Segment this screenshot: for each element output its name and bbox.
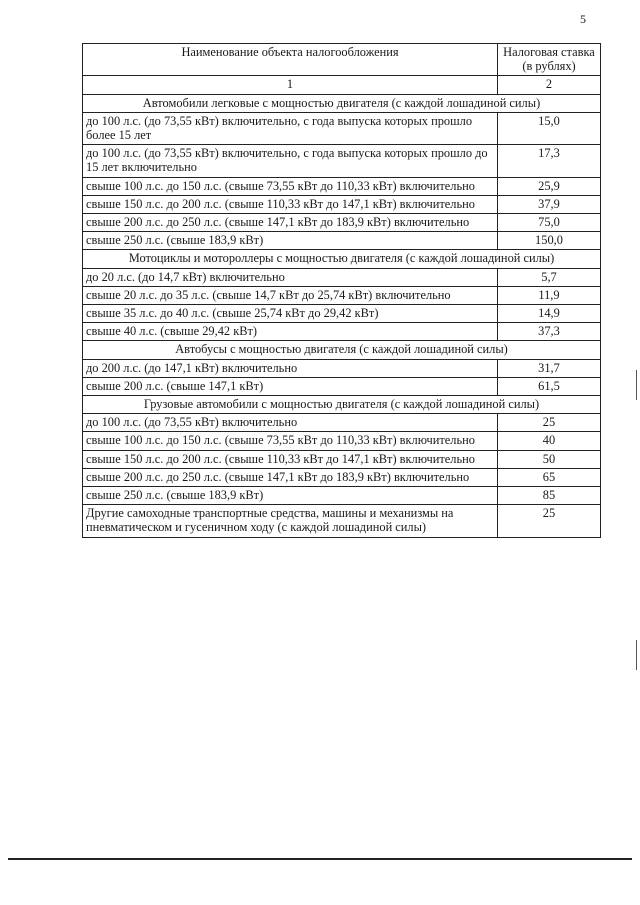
table-row — [83, 432, 601, 450]
object-name-cell: свыше 20 л.с. до 35 л.с. (свыше 14,7 кВт до 25,74 кВт) включительно — [83, 286, 498, 304]
table-row — [83, 450, 601, 468]
tax-rate-cell: 40 — [498, 432, 601, 450]
tax-rate-cell: 75,0 — [498, 214, 601, 232]
tax-rate-cell: 31,7 — [498, 359, 601, 377]
table-row — [83, 268, 601, 286]
tax-rate-cell: 37,3 — [498, 323, 601, 341]
object-name-cell: до 100 л.с. (до 73,55 кВт) включительно, с года выпуска которых прошло более 15 лет — [83, 112, 498, 144]
tax-rate-cell: 14,9 — [498, 305, 601, 323]
object-name-cell: до 100 л.с. (до 73,55 кВт) включительно, с года выпуска которых прошло до 15 лет включительно — [83, 145, 498, 177]
table-row — [83, 468, 601, 486]
section-title: Грузовые автомобили с мощностью двигателя (с каждой лошадиной силы) — [83, 396, 601, 414]
section-header-row — [83, 341, 601, 359]
table-row — [83, 377, 601, 395]
object-name-cell: свыше 100 л.с. до 150 л.с. (свыше 73,55 кВт до 110,33 кВт) включительно — [83, 177, 498, 195]
section-title: Автобусы с мощностью двигателя (с каждой лошадиной силы) — [83, 341, 601, 359]
tax-rate-table — [82, 43, 601, 538]
page-number: 5 — [580, 12, 586, 26]
tax-rate-cell: 25 — [498, 414, 601, 432]
scan-edge-mark — [636, 370, 637, 400]
tax-rate-cell: 65 — [498, 468, 601, 486]
tax-rate-cell: 17,3 — [498, 145, 601, 177]
scan-edge-mark — [636, 640, 637, 670]
table-row — [83, 145, 601, 177]
tax-rate-cell: 85 — [498, 487, 601, 505]
object-name-cell: свыше 35 л.с. до 40 л.с. (свыше 25,74 кВт до 29,42 кВт) — [83, 305, 498, 323]
header-tax-rate: Налоговая ставка (в рублях) — [498, 44, 601, 76]
object-name-cell: свыше 200 л.с. до 250 л.с. (свыше 147,1 кВт до 183,9 кВт) включительно — [83, 468, 498, 486]
section-header-row — [83, 94, 601, 112]
tax-rate-cell: 61,5 — [498, 377, 601, 395]
bottom-rule — [8, 858, 632, 860]
table-row — [83, 286, 601, 304]
table-header-row — [83, 44, 601, 76]
table-row — [83, 177, 601, 195]
section-header-row — [83, 396, 601, 414]
table-row — [83, 414, 601, 432]
table-row — [83, 195, 601, 213]
column-number-1: 1 — [83, 76, 498, 94]
object-name-cell: свыше 250 л.с. (свыше 183,9 кВт) — [83, 232, 498, 250]
tax-rate-cell: 150,0 — [498, 232, 601, 250]
section-header-row — [83, 250, 601, 268]
column-number-2: 2 — [498, 76, 601, 94]
table-body — [83, 94, 601, 537]
header-object-name: Наименование объекта налогообложения — [83, 44, 498, 76]
object-name-cell: до 20 л.с. (до 14,7 кВт) включительно — [83, 268, 498, 286]
tax-rate-cell: 25 — [498, 505, 601, 537]
table-row — [83, 323, 601, 341]
object-name-cell: свыше 200 л.с. до 250 л.с. (свыше 147,1 кВт до 183,9 кВт) включительно — [83, 214, 498, 232]
tax-rate-cell: 50 — [498, 450, 601, 468]
object-name-cell: свыше 40 л.с. (свыше 29,42 кВт) — [83, 323, 498, 341]
object-name-cell: свыше 250 л.с. (свыше 183,9 кВт) — [83, 487, 498, 505]
tax-rate-cell: 25,9 — [498, 177, 601, 195]
table-row — [83, 359, 601, 377]
object-name-cell: свыше 150 л.с. до 200 л.с. (свыше 110,33 кВт до 147,1 кВт) включительно — [83, 450, 498, 468]
object-name-cell: свыше 150 л.с. до 200 л.с. (свыше 110,33 кВт до 147,1 кВт) включительно — [83, 195, 498, 213]
table-row — [83, 112, 601, 144]
object-name-cell: до 200 л.с. (до 147,1 кВт) включительно — [83, 359, 498, 377]
table-row — [83, 305, 601, 323]
tax-rate-cell: 5,7 — [498, 268, 601, 286]
object-name-cell: Другие самоходные транспортные средства, машины и механизмы на пневматическом и гусеничном ходу (с каждой лошадиной силы) — [83, 505, 498, 537]
object-name-cell: свыше 200 л.с. (свыше 147,1 кВт) — [83, 377, 498, 395]
tax-rate-cell: 37,9 — [498, 195, 601, 213]
tax-rate-cell: 11,9 — [498, 286, 601, 304]
table-row — [83, 214, 601, 232]
table-row — [83, 232, 601, 250]
tax-rate-cell: 15,0 — [498, 112, 601, 144]
object-name-cell: свыше 100 л.с. до 150 л.с. (свыше 73,55 кВт до 110,33 кВт) включительно — [83, 432, 498, 450]
column-number-row — [83, 76, 601, 94]
object-name-cell: до 100 л.с. (до 73,55 кВт) включительно — [83, 414, 498, 432]
section-title: Автомобили легковые с мощностью двигателя (с каждой лошадиной силы) — [83, 94, 601, 112]
section-title: Мотоциклы и мотороллеры с мощностью двигателя (с каждой лошадиной силы) — [83, 250, 601, 268]
table-row — [83, 487, 601, 505]
table-row — [83, 505, 601, 537]
